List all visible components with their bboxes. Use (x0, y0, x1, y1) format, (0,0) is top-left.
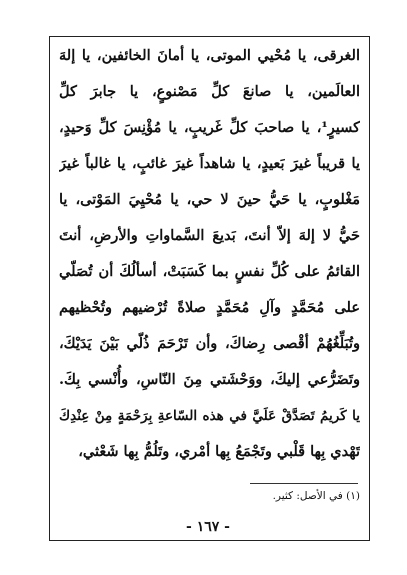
text-line: على مُحَمَّدٍ وآلِ مُحَمَّدٍ صلاةً تُرْضيهم وتُحْظيهم (59, 299, 360, 316)
main-text (59, 38, 360, 470)
text-line: وتَضَرُّعي إليكَ، ووَحْشَتي مِنَ النّاسِ، وأُنْسي بِكَ. (59, 371, 360, 388)
text-line: كسيرٍ¹، يا صاحبَ كلِّ غَريبٍ، يا مُؤْنِسَ كلِّ وَحيدٍ، (59, 119, 360, 136)
text-line: تَهْدي بِها قَلْبي وتَجْمَعُ بِها أمْري، وتَلُمُّ بِها شَعْثي، (78, 443, 360, 460)
footnote: (١) في الأصل: كثير. (272, 490, 360, 502)
page-number: - ١٦٧ - (186, 519, 230, 535)
text-line: وتُبَلِّغُهُمْ أقْصى رِضاكَ، وأن تَرْحَمَ ذُلّي بَيْنَ يَدَيْكَ، (59, 335, 360, 352)
footnote-divider (250, 483, 358, 484)
text-line: العالَمين، يا صانعَ كلِّ مَصْنوعٍ، يا جابرَ كلِّ (59, 83, 360, 100)
text-line: حَيُّ لا إلهَ إلاّ أنتَ، بَديعَ السَّماواتِ والأرضِ، أنتَ (59, 227, 360, 244)
text-line: يا كَريمُ تَصَدَّقْ عَلَيَّ في هذه السّاعةِ بِرَحْمَةٍ مِنْ عِنْدِكَ (59, 408, 360, 424)
text-line: الغرقى، يا مُحْيي الموتى، يا أمانَ الخائفين، يا إلهَ (59, 47, 360, 64)
text-line: مَغْلوبٍ، يا حَيُّ حينَ لا حي، يا مُحْيِيَ المَوْتى، يا (59, 191, 360, 208)
text-line: القائمُ على كُلِّ نفسٍ بما كَسَبَتْ، أسألُكَ أن تُصَلّي (59, 263, 360, 280)
text-line: يا قريباً غيرَ بَعيدٍ، يا شاهداً غيرَ غائبٍ، يا غالباً غيرَ (59, 155, 360, 172)
